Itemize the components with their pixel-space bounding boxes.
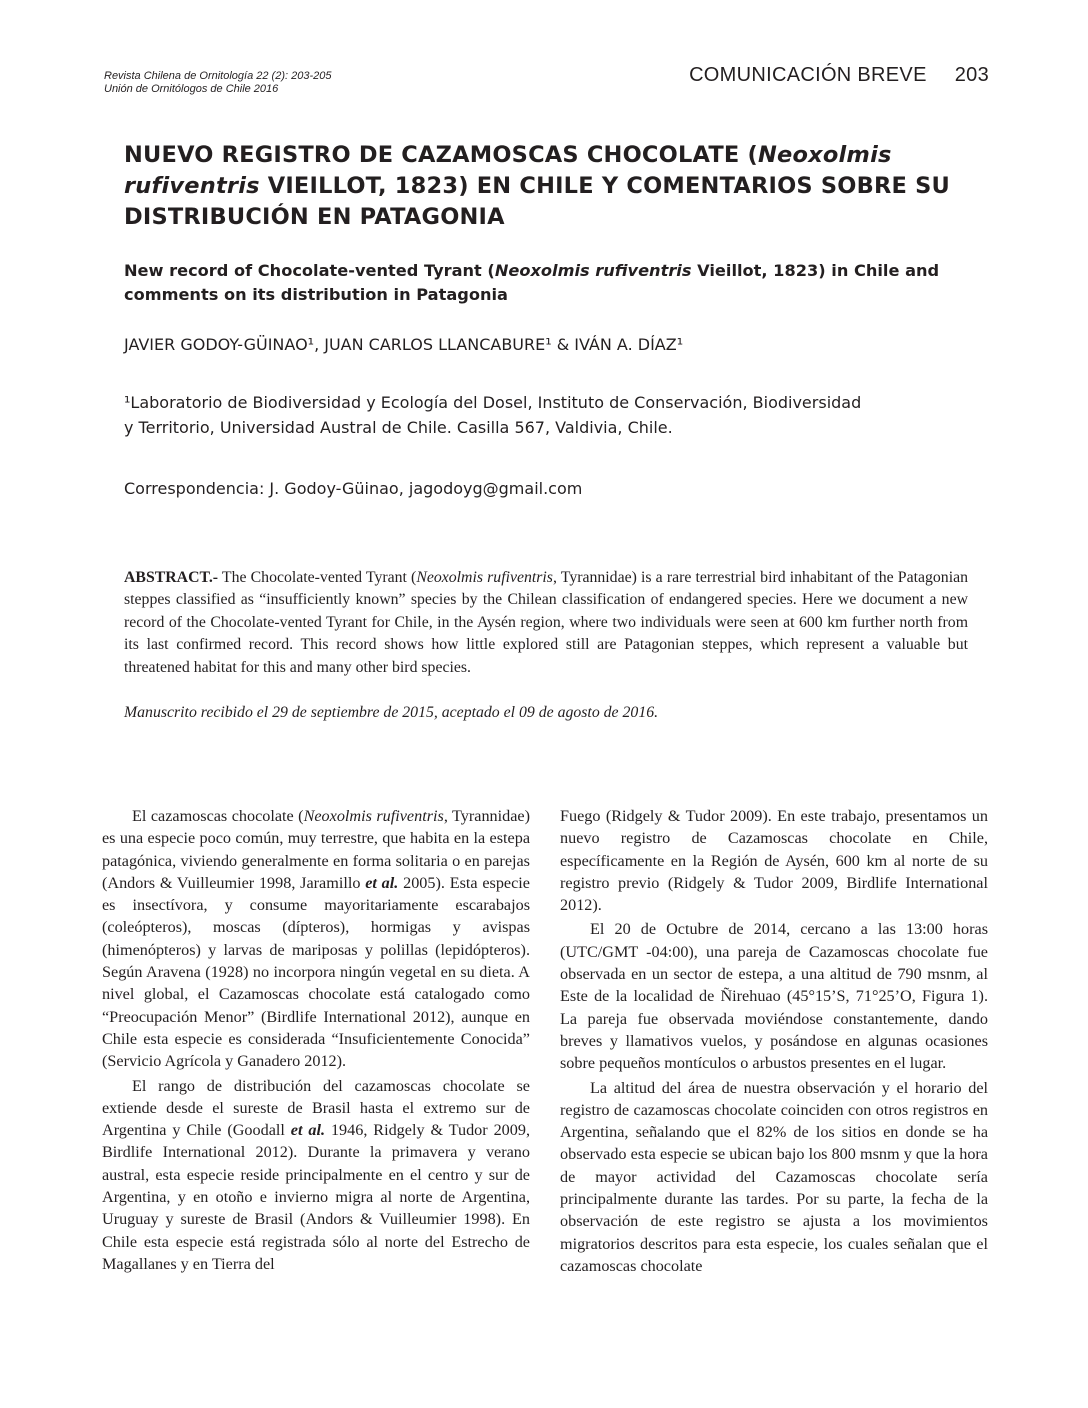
abstract-text1: The Chocolate-vented Tyrant ( xyxy=(218,569,417,586)
p2-text-a: El rango de distribución del cazamoscas chocolate se extiende desde el sureste de Brasil hasta el extremo sur de Argentina y Chile (Goodall xyxy=(102,1076,530,1140)
body-paragraph-2-continued: Fuego (Ridgely & Tudor 2009). En este trabajo, presentamos un nuevo registro de Cazamoscas chocolate en Chile, específicamente en la Región de Aysén, 600 km al norte de su registro previo (Ridgely & Tudor 2009, Birdlife International 2012). xyxy=(560,807,988,915)
body-paragraph-4: La altitud del área de nuestra observación y el horario del registro de cazamoscas chocolate coinciden con otros registros en Argentina, señalando que el 82% de los sitios en donde se ha observado esta especie se ubican bajo los 800 msnm y que la hora de mayor actividad del Cazamoscas chocolate sería principalmente durante las tardes. Por su parte, la fecha de la observación de este registro se ajusta a los movimientos migratorios descritos para esta especie, los cuales señalan que el cazamoscas chocolate xyxy=(560,1078,988,1275)
title-en-part1: New record of Chocolate-vented Tyrant ( xyxy=(124,261,495,280)
p1-text-b: , Tyrannidae) es una especie poco común, muy terrestre, que habita en la estepa patagónica, viviendo generalmente en forma solitaria o en parejas (Andors & Vuilleumier 1998, Jaramillo xyxy=(102,807,530,892)
title-es-species: Neoxolmis rufiventris xyxy=(124,142,892,199)
body-paragraph-2 xyxy=(102,1075,530,1276)
journal-citation: Revista Chilena de Ornitología 22 (2): 203-205 xyxy=(104,70,332,82)
abstract-label: ABSTRACT.- xyxy=(124,569,219,586)
section-label: COMUNICACIÓN BREVE xyxy=(689,64,927,86)
journal-info xyxy=(104,70,331,96)
affiliation xyxy=(124,390,984,440)
body-column-right xyxy=(560,805,988,1277)
correspondence: Correspondencia: J. Godoy-Güinao, jagodoyg@gmail.com xyxy=(124,479,583,498)
page-number: 203 xyxy=(954,64,989,86)
title-es-part2: VIEILLOT, 1823) EN CHILE Y COMENTARIOS SOBRE SU DISTRIBUCIÓN EN PATAGONIA xyxy=(124,173,950,230)
p2-text-b: 1946, Ridgely & Tudor 2009, Birdlife International 2012). Durante la primavera y verano austral, esta especie reside principalmente en el centro y sur de Argentina, y en otoño e invierno migra al norte de Argentina, Uruguay y sureste de Brasil (Andors & Vuilleumier 1998). En Chile esta especie está registrada sólo al norte del Estrecho de Magallanes y en Tierra del xyxy=(102,1121,530,1273)
p1-text-c: 2005). Esta especie es insectívora, y consume mayoritariamente escarabajos (coleópteros), moscas (dípteros), hormigas y avispas (himenópteros) y larvas de mariposas y polillas (lepidópteros). Según Aravena (1928) no incorpora ningún vegetal en su dieta. A nivel global, el Cazamoscas chocolate está catalogado como “Preocupación Menor” (Birdlife International 2012), aunque en Chile esta especie es considerada “Insuficientemente Conocida” (Servicio Agrícola y Ganadero 2012). xyxy=(102,873,530,1071)
abstract-species: Neoxolmis rufiventris xyxy=(416,569,553,586)
title-en-species: Neoxolmis rufiventris xyxy=(494,261,692,280)
p1-text-a: El cazamoscas chocolate ( xyxy=(132,807,304,825)
body-paragraph-1 xyxy=(102,805,530,1073)
running-header xyxy=(689,64,989,87)
p1-species: Neoxolmis rufiventris xyxy=(303,807,444,825)
p2-et-al: et al. xyxy=(290,1121,326,1140)
author-list: JAVIER GODOY-GÜINAO¹, JUAN CARLOS LLANCABURE¹ & IVÁN A. DÍAZ¹ xyxy=(124,335,684,354)
journal-publisher: Unión de Ornitólogos de Chile 2016 xyxy=(104,83,279,95)
p1-et-al: et al. xyxy=(365,873,399,892)
body-column-left xyxy=(102,805,530,1275)
affiliation-line1: ¹Laboratorio de Biodiversidad y Ecología del Dosel, Instituto de Conservación, Biodiversidad xyxy=(124,393,862,412)
body-paragraph-3: El 20 de Octubre de 2014, cercano a las 13:00 horas (UTC/GMT -04:00), una pareja de Cazamoscas chocolate fue observada en un sector de estepa, a una altitud de 790 msnm, al Este de la localidad de Ñirehuao (45°15’S, 71°25’O, Figura 1). La pareja fue observada moviéndose constantemente, dando breves y llamativos vuelos, y posándose en algunas ocasiones sobre pequeños montículos o arbustos presentes en el lugar. xyxy=(560,920,988,1073)
title-en-part2: Vieillot, 1823) in Chile and comments on its distribution in Patagonia xyxy=(124,261,940,304)
title-spanish xyxy=(124,140,1004,233)
affiliation-line2: y Territorio, Universidad Austral de Chile. Casilla 567, Valdivia, Chile. xyxy=(124,418,673,437)
title-es-part1: NUEVO REGISTRO DE CAZAMOSCAS CHOCOLATE ( xyxy=(124,142,758,168)
abstract xyxy=(124,567,968,679)
title-english xyxy=(124,259,1004,307)
received-date: Manuscrito recibido el 29 de septiembre de 2015, aceptado el 09 de agosto de 2016. xyxy=(124,704,659,721)
abstract-text2: , Tyrannidae) is a rare terrestrial bird inhabitant of the Patagonian steppes classified as “insufficiently known” species by the Chilean classification of endangered species. Here we document a new record of the Chocolate-vented Tyrant for Chile, in the Aysén region, where two individuals were seen at 600 km further north from its last confirmed record. This record shows how little explored still are Patagonian steppes, which represent a valuable but threatened habitat for this and many other bird species. xyxy=(124,569,968,676)
